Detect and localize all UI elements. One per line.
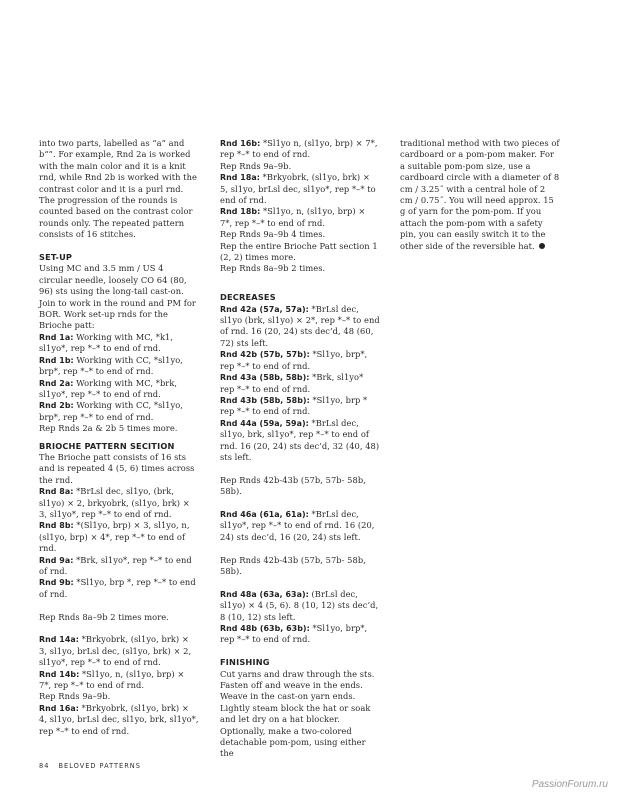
repeat-note: Rep Rnds 9a–9b.: [39, 691, 111, 702]
round-1b: Rnd 1b: Working with CC, *sl1yo, brp*, rep *–* to end of rnd.: [39, 354, 183, 377]
column-3: [400, 138, 560, 252]
intro-paragraph: into two parts, labelled as “a” and b“”. For example, Rnd 2a is worked with the main color and it is a knit rnd, while Rnd 2b is worked with the contrast color and it is a purl rnd. The progression of the rounds is counted based on the contrast color rounds only. The repeated pattern consists of 16 stitches.: [39, 138, 197, 240]
round-2b: Rnd 2b: Working with CC, *sl1yo, brp*, rep *–* to end of rnd.: [39, 400, 183, 422]
round-2a: Rnd 2a: Working with MC, *brk, sl1yo*, rep *–* to end of rnd.: [39, 377, 178, 399]
round-46a: Rnd 46a (61a, 61a): *BrLsl dec, sl1yo*, rep *–* to end of rnd. 16 (20, 24) sts dec’d, 16 (20, 24) sts left.: [220, 508, 375, 542]
repeat-note: Rep Rnds 42b-43b (57b, 57b- 58b, 58b).: [220, 474, 366, 497]
watermark: PassionForum.ru: [531, 779, 608, 790]
round-9b: Rnd 9b: *Sl1yo, brp *, rep *–* to end of rnd.: [39, 577, 196, 599]
round-14b: Rnd 14b: *Sl1yo, n, (sl1yo, brp) × 7*, rep *–* to end of rnd.: [39, 668, 185, 691]
finishing-paragraph: Cut yarns and draw through the sts. Fasten off and weave in the ends. Weave in the cast-on yarn ends. Lightly steam block the hat or soak and let dry on a hat blocker.: [220, 668, 375, 725]
round-43b: Rnd 43b (58b, 58b): *Sl1yo, brp * rep *–* to end of rnd.: [220, 394, 368, 417]
repeat-note: Rep Rnds 8a–9b 2 times.: [220, 263, 326, 274]
round-18a: Rnd 18a: *Brkyobrk, (sl1yo, brk) × 5, sl1yo, brLsl dec, sl1yo*, rep *–* to end of rnd.: [220, 172, 376, 206]
repeat-note: Rep Rnds 9a–9b 4 times.: [220, 229, 326, 240]
finishing-paragraph-2: Optionally, make a two-colored detachable pom-pom, using either the: [220, 725, 366, 759]
finishing-heading: FINISHING: [220, 657, 270, 668]
setup-paragraph: Using MC and 3.5 mm / US 4 circular needle, loosely CO 64 (80, 96) sts using the long-tail cast-on. Join to work in the round and PM for BOR. Work set-up rnds for the Brioche patt:: [39, 263, 196, 331]
decreases-heading: DECREASES: [220, 292, 276, 303]
round-14a: Rnd 14a: *Brkyobrk, (sl1yo, brk) × 3, sl1yo, brLsl dec, (sl1yo, brk) × 2, sl1yo*, rep *–* to end of rnd.: [39, 634, 192, 668]
round-48a: Rnd 48a (63a, 63a): (BrLsl dec, sl1yo) × 4 (5, 6). 8 (10, 12) sts dec’d, 8 (10, 12) sts left.: [220, 588, 379, 622]
column-2: [220, 138, 380, 760]
round-16b: Rnd 16b: *Sl1yo n, (sl1yo, brp) × 7*, rep *–* to end of rnd.: [220, 138, 378, 160]
repeat-note: Rep Rnds 2a & 2b 5 times more.: [39, 423, 178, 434]
pompom-paragraph: traditional method with two pieces of cardboard or a pom-pom maker. For a suitable pom-pom size, use a cardboard circle with a diameter of 8 cm / 3.25˝ with a central hole of 2 cm / 0.75˝. You will need approx. 15 g of yarn for the pom-pom. If you attach the pom-pom with a safety pin, you can easily switch it to the other side of the reversible hat.: [400, 138, 560, 251]
repeat-note: Rep the entire Brioche Patt section 1 (2, 2) times more.: [220, 240, 378, 263]
repeat-note: Rep Rnds 9a–9b.: [220, 160, 292, 171]
setup-heading: SET-UP: [39, 252, 73, 263]
round-16a: Rnd 16a: *Brkyobrk, (sl1yo, brk) × 4, sl1yo, brLsl dec, sl1yo, brk, sl1yo*, rep *–* to end of rnd.: [39, 702, 199, 736]
page-number: 84: [39, 762, 50, 770]
brioche-paragraph: The Brioche patt consists of 16 sts and is repeated 4 (5, 6) times across the rnd.: [39, 451, 195, 485]
round-42b: Rnd 42b (57b, 57b): *Sl1yo, brp*, rep *–* to end of rnd.: [220, 349, 368, 371]
brioche-heading: BRIOCHE PATTERN SECITION: [39, 440, 175, 451]
round-44a: Rnd 44a (59a, 59a): *BrLsl dec, sl1yo, brk, sl1yo*, rep *–* to end of rnd. 16 (20, 24) sts dec’d, 32 (40, 48) sts left.: [220, 417, 380, 462]
round-43a: Rnd 43a (58b, 58b): *Brk, sl1yo* rep *–* to end of rnd.: [220, 372, 364, 394]
round-18b: Rnd 18b: *Sl1yo, n, (sl1yo, brp) × 7*, rep *–* to end of rnd.: [220, 206, 366, 228]
repeat-note: Rep Rnds 8a–9b 2 times more.: [39, 611, 169, 622]
end-mark-icon: [539, 243, 545, 249]
round-42a: Rnd 42a (57a, 57a): *BrLsl dec, sl1yo (brk, sl1yo) × 2*, rep *–* to end of rnd. 16 (20, 24) sts dec’d, 48 (60, 72) sts left.: [220, 303, 380, 348]
page-footer: [39, 762, 141, 770]
round-1a: Rnd 1a: Working with MC, *k1, sl1yo*, rep *–* to end of rnd.: [39, 331, 174, 354]
round-8a: Rnd 8a: *BrLsl dec, sl1yo, (brk, sl1yo) × 2, brkyobrk, (sl1yo, brk) × 3, sl1yo*, rep *–* to end of rnd.: [39, 486, 190, 519]
round-9a: Rnd 9a: *Brk, sl1yo*, rep *–* to end of rnd.: [39, 554, 192, 577]
section-title: BELOVED PATTERNS: [58, 762, 141, 770]
round-48b: Rnd 48b (63b, 63b): *Sl1yo, brp*, rep *–* to end of rnd.: [220, 622, 368, 645]
round-8b: Rnd 8b: *(Sl1yo, brp) × 3, sl1yo, n, (sl1yo, brp) × 4*, rep *–* to end of rnd.: [39, 520, 190, 554]
repeat-note: Rep Rnds 42b-43b (57b, 57b- 58b, 58b).: [220, 554, 366, 576]
column-1: [39, 138, 199, 737]
